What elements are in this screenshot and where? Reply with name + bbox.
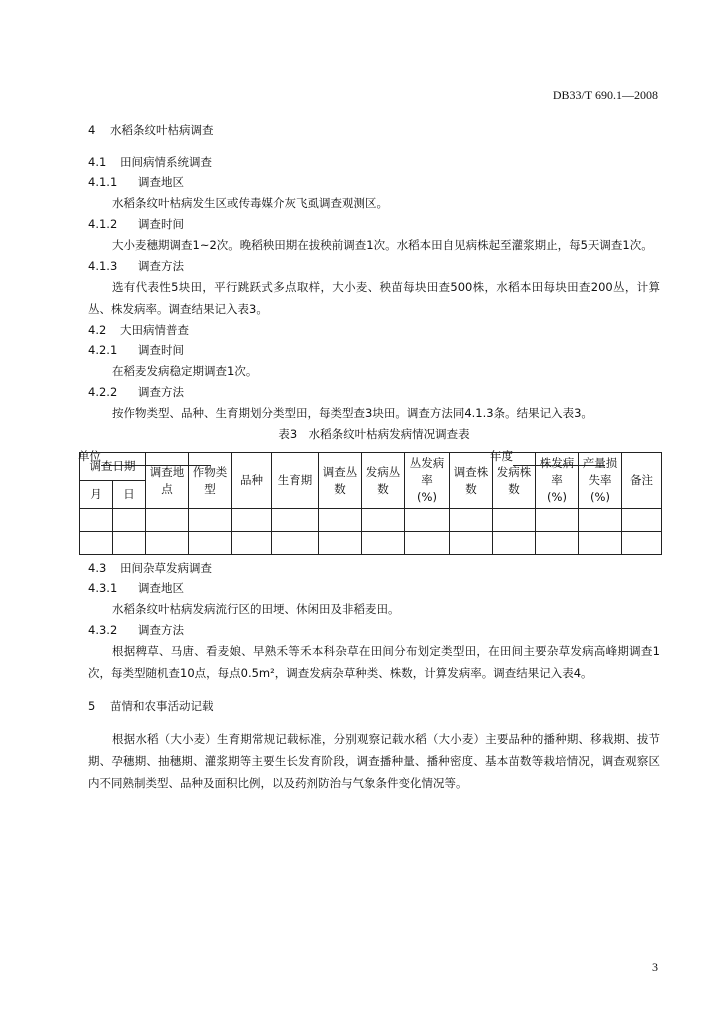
section-number: 4.3 bbox=[88, 561, 107, 575]
table-3 bbox=[79, 452, 662, 555]
header-remarks: 备注 bbox=[622, 453, 662, 509]
section-number: 4.2 bbox=[88, 323, 107, 337]
section-4-2-2-text: 按作物类型、品种、生育期划分类型田，每类型查3块田。调查方法同4.1.3条。结果记入表3。 bbox=[112, 406, 593, 420]
year-label: 年度 bbox=[490, 449, 513, 463]
header-day: 日 bbox=[113, 481, 146, 509]
section-4-2-1-text: 在稻麦发病稳定期调查1次。 bbox=[112, 364, 258, 378]
header-plant-rate bbox=[536, 453, 579, 509]
section-4-1-heading bbox=[88, 152, 660, 172]
section-number: 4.3.2 bbox=[88, 623, 118, 637]
document-body-lower bbox=[88, 558, 660, 794]
document-body bbox=[78, 120, 660, 468]
section-number: 4.2.2 bbox=[88, 385, 118, 399]
header-diseased-clusters: 发病丛数 bbox=[362, 453, 405, 509]
section-4-1-2-heading bbox=[88, 214, 660, 234]
header-yield-loss bbox=[579, 453, 622, 509]
section-number: 4.1.1 bbox=[88, 175, 118, 189]
section-title: 田间病情系统调查 bbox=[120, 155, 212, 169]
section-4-2-2-heading bbox=[88, 382, 660, 402]
header-variety: 品种 bbox=[232, 453, 272, 509]
section-5-text: 根据水稻（大小麦）生育期常规记载标准，分别观察记载水稻（大小麦）主要品种的播种期、移栽期、拔节期、孕穗期、抽穗期、灌浆期等主要生长发育阶段，调查播种量、播种密度、基本苗数等栽培情况，调查观察区内不同熟制类型、品种及面积比例，以及药剂防治与气象条件变化情况等。 bbox=[88, 732, 660, 790]
section-4-3-2-text: 根据稗草、马唐、看麦娘、早熟禾等禾本科杂草在田间分布划定类型田，在田间主要杂草发病高峰期调查1次，每类型随机查10点，每点0.5m²，调查发病杂草种类、株数，计算发病率。调查结果记入表4。 bbox=[88, 644, 660, 680]
section-4-1-2-text: 大小麦穗期调查1~2次。晚稻秧田期在拔秧前调查1次。水稻本田自见病株起至灌浆期止，每5天调查1次。 bbox=[112, 238, 653, 252]
section-number: 5 bbox=[88, 699, 96, 713]
section-4-1-3-heading bbox=[88, 256, 660, 276]
section-4-3-1-heading bbox=[88, 578, 660, 598]
cluster-rate-unit: (%) bbox=[417, 490, 437, 504]
yield-loss-unit: (%) bbox=[590, 490, 610, 504]
section-title: 调查时间 bbox=[138, 343, 184, 357]
section-title: 苗情和农事活动记载 bbox=[110, 699, 214, 713]
section-title: 调查方法 bbox=[138, 385, 184, 399]
header-month: 月 bbox=[80, 481, 113, 509]
section-title: 调查方法 bbox=[138, 259, 184, 273]
header-stage: 生育期 bbox=[272, 453, 319, 509]
header-crop-type: 作物类型 bbox=[189, 453, 232, 509]
section-title: 水稻条纹叶枯病调查 bbox=[110, 123, 214, 137]
plant-rate-label: 株发病率 bbox=[539, 456, 575, 487]
header-survey-clusters: 调查丛数 bbox=[319, 453, 362, 509]
section-number: 4.1 bbox=[88, 155, 107, 169]
section-title: 调查时间 bbox=[138, 217, 184, 231]
section-4-2-heading bbox=[88, 320, 660, 340]
yield-loss-label: 产量损失率 bbox=[582, 456, 618, 487]
section-title: 调查地区 bbox=[138, 175, 184, 189]
cluster-rate-label: 丛发病率 bbox=[409, 456, 445, 487]
section-4-1-1-heading bbox=[88, 172, 660, 192]
section-number: 4.2.1 bbox=[88, 343, 118, 357]
section-number: 4 bbox=[88, 123, 96, 137]
section-title: 调查地区 bbox=[138, 581, 184, 595]
header-location: 调查地点 bbox=[146, 453, 189, 509]
section-title: 大田病情普查 bbox=[120, 323, 189, 337]
header-diseased-plants: 发病株数 bbox=[493, 453, 536, 509]
section-4-3-2-heading bbox=[88, 620, 660, 640]
standard-code: DB33/T 690.1—2008 bbox=[552, 88, 658, 102]
section-4-2-1-heading bbox=[88, 340, 660, 360]
header-survey-plants: 调查株数 bbox=[450, 453, 493, 509]
plant-rate-unit: (%) bbox=[547, 490, 567, 504]
section-4-3-heading bbox=[88, 558, 660, 578]
section-number: 4.1.2 bbox=[88, 217, 118, 231]
section-4-1-3-text: 选有代表性5块田，平行跳跃式多点取样，大小麦、秧苗每块田查500株，水稻本田每块田查200丛，计算丛、株发病率。调查结果记入表3。 bbox=[88, 280, 660, 316]
section-4-heading bbox=[88, 120, 660, 140]
section-5-heading bbox=[88, 696, 660, 716]
section-title: 田间杂草发病调查 bbox=[120, 561, 212, 575]
header-cluster-rate bbox=[405, 453, 450, 509]
section-4-3-1-text: 水稻条纹叶枯病发病流行区的田埂、休闲田及非稻麦田。 bbox=[112, 602, 400, 616]
table-row bbox=[80, 532, 662, 555]
table-3-title: 表3 水稻条纹叶枯病发病情况调查表 bbox=[278, 427, 470, 441]
page-number: 3 bbox=[652, 960, 658, 974]
section-number: 4.3.1 bbox=[88, 581, 118, 595]
table-row bbox=[80, 509, 662, 532]
header-date: 调查日期 bbox=[80, 453, 146, 481]
section-4-1-1-text: 水稻条纹叶枯病发生区或传毒媒介灰飞虱调查观测区。 bbox=[112, 196, 388, 210]
unit-label: 单位 bbox=[78, 449, 101, 463]
section-title: 调查方法 bbox=[138, 623, 184, 637]
section-number: 4.1.3 bbox=[88, 259, 118, 273]
